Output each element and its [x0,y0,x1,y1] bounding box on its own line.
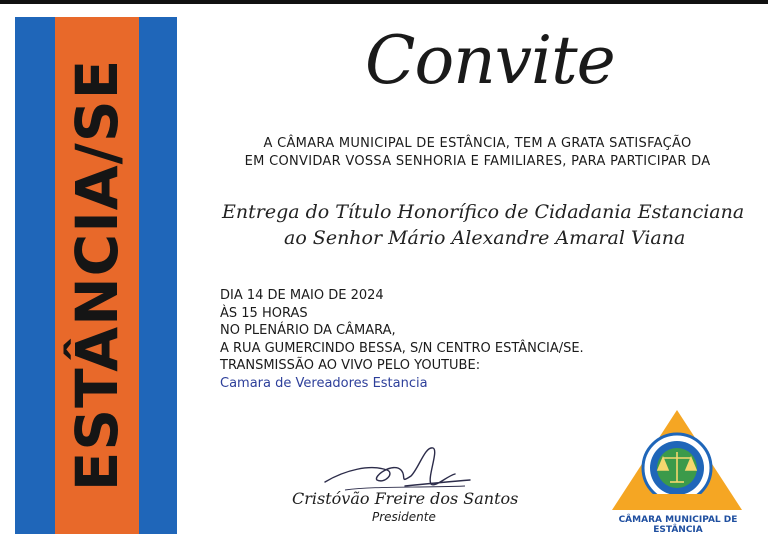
youtube-channel-link[interactable]: Camara de Vereadores Estancia [220,375,428,391]
chamber-logo-caption: CÂMARA MUNICIPAL DE ESTÂNCIA [618,515,738,535]
honor-line-2: ao Senhor Mário Alexandre Amaral Viana [284,227,686,249]
event-address: A RUA GUMERCINDO BESSA, S/N CENTRO ESTÂNCIA/SE. [220,340,584,356]
event-date: DIA 14 DE MAIO DE 2024 [220,288,384,303]
signer-role: Presidente [372,510,436,524]
top-border [0,0,768,4]
sidebar-banner [15,17,177,534]
event-time: ÀS 15 HORAS [220,305,308,321]
signer-name: Cristóvão Freire dos Santos [292,489,519,508]
intro-line-2: EM CONVIDAR VOSSA SENHORIA E FAMILIARES, PARA PARTICIPAR DA [244,154,711,169]
chamber-logo [610,408,744,512]
honor-line-1: Entrega do Título Honorífico de Cidadania Estanciana [222,201,745,223]
event-details [220,287,584,392]
invitation-title: Convite [365,22,615,99]
event-place: NO PLENÁRIO DA CÂMARA, [220,323,396,338]
sidebar-city-label: ESTÂNCIA/SE [63,58,131,492]
intro-line-1: A CÂMARA MUNICIPAL DE ESTÂNCIA, TEM A GRATA SATISFAÇÃO [263,136,692,151]
stream-label: TRANSMISSÃO AO VIVO PELO YOUTUBE: [220,358,481,373]
